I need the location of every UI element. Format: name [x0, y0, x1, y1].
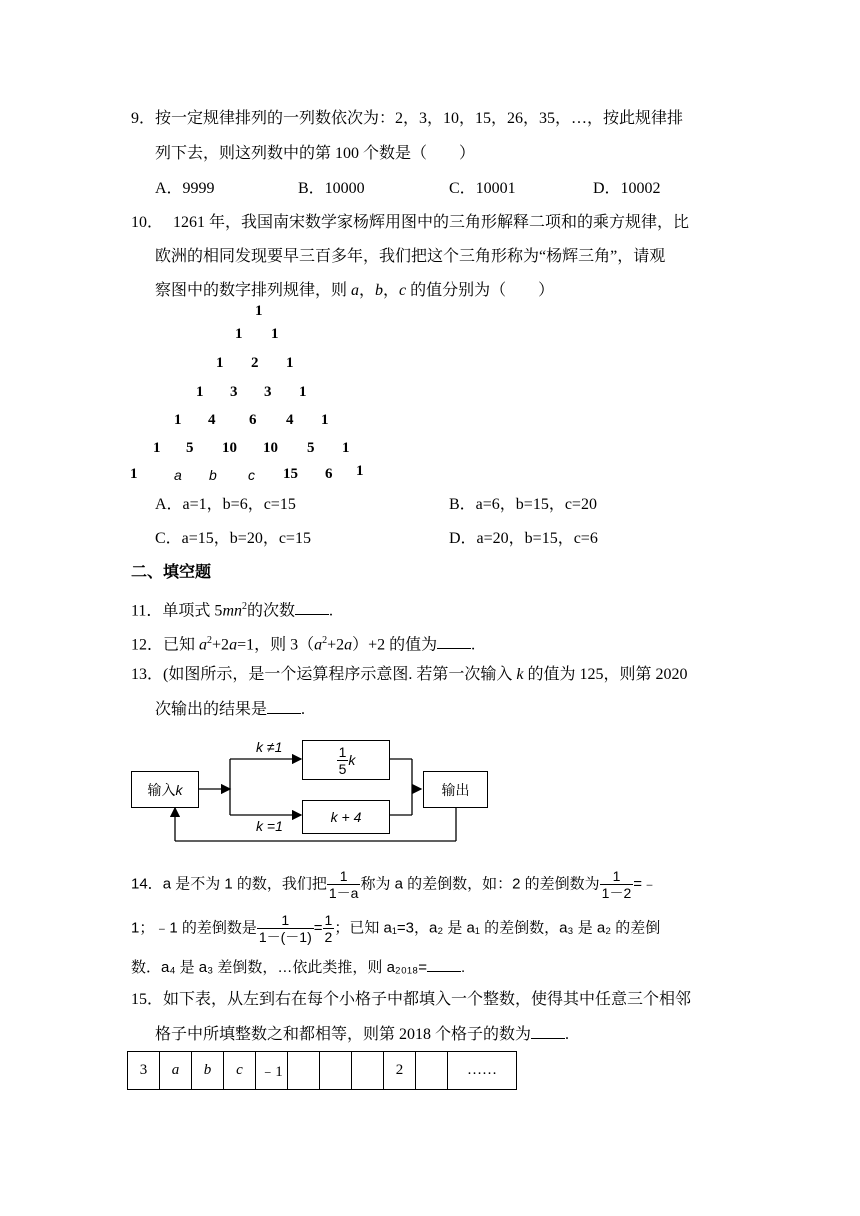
grid-cell: [288, 1052, 320, 1090]
tri-r7-c1: 1: [130, 466, 138, 482]
grid-cell: c: [224, 1052, 256, 1090]
tri-r7-a: a: [174, 467, 182, 483]
grid-cell: [352, 1052, 384, 1090]
tri-r3-c3: 1: [286, 355, 294, 371]
tri-r6-c5: 5: [307, 440, 315, 456]
flow-add-box: k + 4: [302, 800, 390, 834]
q12: 12．已知 $a^2+2a=1$，则 $3(a^2+2a)+2$ 的值为 .: [131, 635, 476, 654]
tri-r1-c1: 1: [255, 303, 263, 319]
q14-line3: 数．a₄ 是 a₃ 差倒数，…依此类推，则 a₂₀₁₈= .: [131, 956, 465, 979]
flow-cond-bottom: k =1: [256, 818, 283, 834]
tri-r4-c1: 1: [196, 384, 204, 400]
q10-stem-line1: 1261 年，我国南宋数学家杨辉用图中的三角形解释二项和的乘方规律，比: [173, 214, 690, 231]
q9-option-b: B．10000: [298, 180, 365, 197]
q10-stem-line2: 欧洲的相同发现要早三百多年，我们把这个三角形称为“杨辉三角”，请观: [155, 248, 666, 265]
q11: 11．单项式 $5mn^2$的次数 .: [131, 601, 334, 620]
q13-line2: 次输出的结果是 .: [155, 698, 305, 721]
tri-r5-c4: 4: [286, 412, 294, 428]
tri-r3-c1: 1: [216, 355, 224, 371]
flow-cond-top: k ≠1: [256, 739, 283, 755]
q10-option-a: A．a=1，b=6，c=15: [155, 496, 296, 513]
q15-number-grid: [127, 1051, 517, 1090]
q15-line2: 格子中所填整数之和都相等，则第 2018 个格子的数为 .: [155, 1023, 569, 1046]
tri-r2-c2: 1: [271, 326, 279, 342]
grid-cell-ellipsis: ……: [448, 1052, 517, 1090]
q13-line1: 13．(如图所示，是一个运算程序示意图. 若第一次输入 k 的值为 125，则第 2020: [131, 666, 688, 683]
q9-option-a: A．9999: [155, 180, 215, 197]
tri-r6-c3: 10: [222, 440, 237, 456]
q10-option-b: B．a=6，b=15，c=20: [449, 496, 597, 513]
q9-option-d: D．10002: [593, 180, 661, 197]
grid-cell: a: [160, 1052, 192, 1090]
tri-r7-c6: 6: [325, 466, 333, 482]
tri-r4-c4: 1: [299, 384, 307, 400]
grid-cell: 2: [384, 1052, 416, 1090]
q10-stem-line3: 察图中的数字排列规律，则 a，b，c 的值分别为（ ）: [155, 282, 555, 299]
grid-cell: 3: [128, 1052, 160, 1090]
tri-r7-c5: 15: [283, 466, 298, 482]
tri-r5-c3: 6: [249, 412, 257, 428]
grid-cell: ﹣1: [256, 1052, 288, 1090]
q9-number: 9．: [131, 110, 156, 127]
answer-blank[interactable]: [531, 1023, 565, 1039]
tri-r6-c4: 10: [263, 440, 278, 456]
q10-option-c: C．a=15，b=20，c=15: [155, 530, 311, 547]
q10-number: 10．: [131, 214, 164, 231]
tri-r5-c1: 1: [174, 412, 182, 428]
q14-line1: 14．a 是不为 1 的数，我们把 $\frac{1}{1-a}$ 称为 a 的差倒数，如：2 的差倒数为 $\frac{1}{1-2}$ =﹣: [131, 868, 658, 901]
q9-stem-line1: 按一定规律排列的一列数依次为：2，3，10，15，26，35，…，按此规律排: [155, 110, 684, 127]
q10-option-d: D．a=20，b=15，c=6: [449, 530, 598, 547]
grid-cell: [320, 1052, 352, 1090]
flow-output-box: 输出: [423, 771, 488, 808]
q14-line2: 1；﹣1 的差倒数是 $\frac{1}{1-(-1)}$ = $\frac{1}{2}$ ；已知 a₁=3，a₂ 是 a₁ 的差倒数，a₃ 是 a₂ 的差倒: [131, 912, 661, 945]
answer-blank[interactable]: [427, 956, 461, 972]
q9-option-c: C．10001: [449, 180, 516, 197]
tri-r5-c2: 4: [208, 412, 216, 428]
tri-r7-b: b: [209, 467, 217, 483]
tri-r7-c: c: [248, 467, 255, 483]
tri-r6-c2: 5: [186, 440, 194, 456]
section-title: 二、填空题: [131, 564, 212, 581]
answer-blank[interactable]: [295, 599, 329, 615]
q15-line1: 15．如下表，从左到右在每个小格子中都填入一个整数，使得其中任意三个相邻: [131, 991, 692, 1008]
flow-divide-box: $\frac{1}{5}$ k: [302, 740, 390, 780]
tri-r5-c5: 1: [321, 412, 329, 428]
tri-r4-c2: 3: [230, 384, 238, 400]
answer-blank[interactable]: [267, 698, 301, 714]
grid-cell: b: [192, 1052, 224, 1090]
q9-stem-line2: 列下去，则这列数中的第 100 个数是（ ）: [155, 145, 476, 162]
tri-r3-c2: 2: [251, 355, 259, 371]
answer-blank[interactable]: [437, 633, 471, 649]
tri-r4-c3: 3: [264, 384, 272, 400]
tri-r6-c1: 1: [153, 440, 161, 456]
grid-cell: [416, 1052, 448, 1090]
tri-r6-c6: 1: [342, 440, 350, 456]
flow-input-box: 输入 k: [131, 771, 199, 808]
tri-r7-c7: 1: [356, 463, 364, 479]
tri-r2-c1: 1: [235, 326, 243, 342]
